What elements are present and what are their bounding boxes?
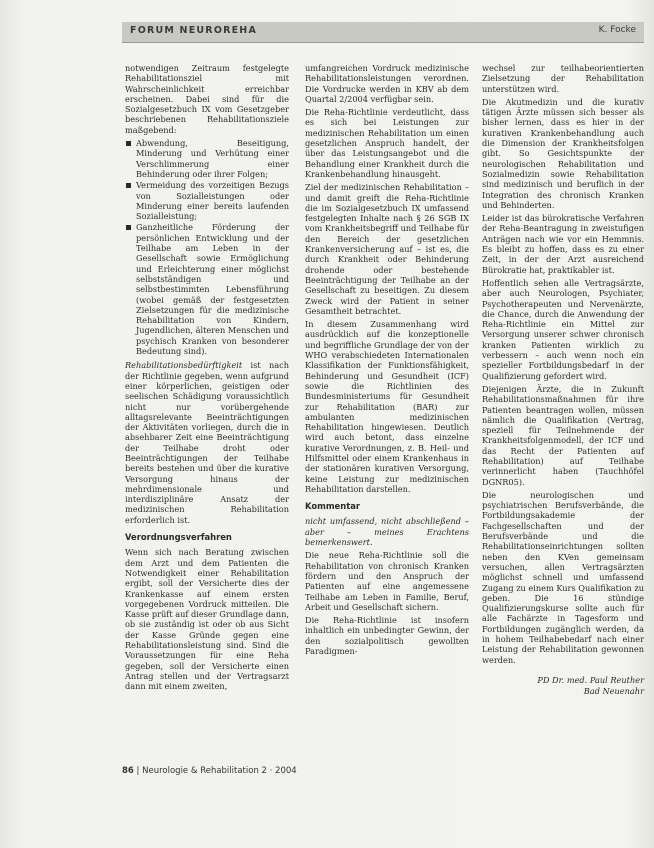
list-item: Vermeidung des vorzeitigen Bezugs von Sozialleistungen oder Minderung einer bereits laufenden Sozialleistung; bbox=[125, 180, 289, 221]
paragraph: Die Reha-Richtlinie ist insofern inhaltlich ein unbedingter Gewinn, der den sozialpolitisch gewollten Paradigmen- bbox=[305, 615, 469, 657]
signature-name: PD Dr. med. Paul Reuther bbox=[537, 674, 644, 685]
page-footer bbox=[122, 766, 297, 776]
italic-term: Rehabilitationsbedürftigkeit bbox=[125, 360, 243, 371]
paragraph: Die Reha-Richtlinie verdeutlicht, dass es sich bei Leistungen zur medizinischen Rehabilitation um einen gesetzlichen Anspruch handelt, der über das Leistungsangebot und die Behandlung einer Krankheit durch die Krankenbehandlung hinausgeht. bbox=[305, 107, 469, 179]
paragraph: notwendigen Zeitraum festgelegte Rehabilitationsziel mit Wahrscheinlichkeit erreichbar erscheinen. Dabei sind für die Sozialgesetzbuch IX vom Gesetzgeber beschriebenen Rehabilitationsziele maßgebend: bbox=[125, 63, 289, 135]
text-column-1 bbox=[125, 63, 289, 695]
paragraph: Ziel der medizinischen Rehabilitation – und damit greift die Reha-Richtlinie die im Sozialgesetzbuch IX umfassend festgelegten Inhalte nach § 26 SGB IX vom Krankheitsbegriff und Teilhabe für den Bereich der gesetzlichen Krankenversicherung auf – ist es, die durch Krankheit oder Behinderung drohende oder bestehende Beeinträchtigung der Teilhabe an der Gesellschaft zu beseitigen. Zu diesem Zweck wird der Patient in seiner Gesamtheit betrachtet. bbox=[305, 182, 469, 316]
signature-place: Bad Neuenahr bbox=[583, 685, 644, 696]
running-header bbox=[122, 22, 644, 43]
paragraph: Die neurologischen und psychiatrischen Berufsverbände, die Fortbildungsakademie der Fachgesellschaften und der Berufsverbände und die Rehabilitationseinrichtungen sollten neben den KVen gemeinsam versuchen, allen Vertragsärzten möglichst schnell und umfassend Zugang zu einem Kurs Qualifikation zu geben. Die 16 stündige Qualifizierungskurse sollte auch für alle Fachärzte in Tagesform und Fortbildungen zugänglich werden, da in hohem Teilhabebedarf nach einer Leistung der Rehabilitation gewonnen werden. bbox=[482, 489, 644, 665]
section-title: FORUM NEUROREHA bbox=[130, 25, 258, 36]
paragraph: Leider ist das bürokratische Verfahren der Reha-Beantragung in zweistufigen Anträgen nach wie vor ein Hemmnis. Es bleibt zu hoffen, dass es zu einer Zeit, in der der Arzt ausreichend Bürokratie hat, praktikabler ist. bbox=[482, 213, 644, 275]
footer-separator: | bbox=[136, 766, 143, 776]
text-column-3 bbox=[482, 63, 644, 697]
paragraph bbox=[125, 360, 289, 525]
signature-block bbox=[482, 675, 644, 697]
subheading: Kommentar bbox=[305, 501, 360, 512]
paragraph: Die neue Reha-Richtlinie soll die Rehabilitation von chronisch Kranken fördern und den Anspruch der Patienten auf eine angemessene Teilhabe am Leben in Familie, Beruf, Arbeit und Gesellschaft sichern. bbox=[305, 550, 469, 612]
page-number: 86 bbox=[122, 766, 134, 776]
paragraph: Die Akutmedizin und die kurativ tätigen Ärzte müssen sich besser als bisher lernen, dass es hier in der kurativen Krankenbehandlung auch die Dimension der Krankheitsfolgen gibt. So Gesichtspunkte der neurologischen Rehabilitation und Sozialmedizin sowie Rehabilitation sind medizinisch und beruflich in der Integration des chronisch Kranken und Behinderten. bbox=[482, 96, 644, 210]
paragraph: Wenn sich nach Beratung zwischen dem Arzt und dem Patienten die Notwendigkeit einer Rehabilitation ergibt, soll der Versicherte dies der Krankenkasse auf einem ersten vorgegebenen Vordruck mitteilen. Die Kasse prüft auf dieser Grundlage dann, ob sie zuständig ist oder ob aus Sicht der Kasse Gründe gegen eine Rehabilitationsleistung sind. Sind die Voraussetzungen für eine Reha gegeben, soll der Versicherte einen Antrag stellen und der Vertragsarzt dann mit einem zweiten, bbox=[125, 547, 289, 692]
paragraph: Diejenigen Ärzte, die in Zukunft Rehabilitationsmaßnahmen für ihre Patienten beantragen wollen, müssen nämlich die Qualifikation (Vertrag, speziell für Teilnehmende der Krankheitsfolgenmodell, der ICF und das Recht der Patienten auf Rehabilitation) auf Teilhabe verinnerlicht haben (Tauchhöfel DGNR05). bbox=[482, 383, 644, 487]
list-item: Abwendung, Beseitigung, Minderung und Verhütung einer Verschlimmerung einer Behinderung oder ihrer Folgen; bbox=[125, 138, 289, 179]
italic-note: nicht umfassend, nicht abschließend – aber – meines Erachtens bemerkenswert. bbox=[305, 516, 469, 548]
goals-list bbox=[125, 138, 289, 356]
text-column-2 bbox=[305, 63, 469, 659]
paragraph: umfangreichen Vordruck medizinische Rehabilitationsleistungen verordnen. Die Vordrucke werden in KBV ab dem Quartal 2/2004 verfügbar sein. bbox=[305, 63, 469, 104]
paragraph: In diesem Zusammenhang wird ausdrücklich auf die konzeptionelle und begriffliche Grundlage der von der WHO verabschiedeten Internationalen Klassifikation der Funktionsfähigkeit, Behinderung und Gesundheit (ICF) sowie die Richtlinien des Bundesministeriums für Gesundheit zur Rehabilitation (BAR) zur ambulanten medizinischen Rehabilitation hingewiesen. Deutlich wird auch betont, dass einzelne kurative Verordnungen, z. B. Heil- und Hilfsmittel oder einem Krankenhaus in der stationären kurativen Versorgung, keine Leistung zur medizinischen Rehabilitation darstellen. bbox=[305, 319, 469, 494]
author-name: K. Focke bbox=[598, 25, 636, 35]
subheading: Verordnungsverfahren bbox=[125, 532, 232, 543]
paragraph: wechsel zur teilhabeorientierten Zielsetzung der Rehabilitation unterstützen wird. bbox=[482, 63, 644, 94]
paragraph-text: ist nach der Richtlinie gegeben, wenn aufgrund einer körperlichen, geistigen oder seelischen Schädigung voraussichtlich nicht nur vorübergehende alltagsrelevante Beeinträchtigungen der Aktivitäten vorliegen, durch die in absehbarer Zeit eine Beeinträchtigung der Teilhabe droht oder Beeinträchtigungen der Teilhabe bereits bestehen und über die kurative Versorgung hinaus der mehrdimensionale und interdisziplinäre Ansatz der medizinischen Rehabilitation erforderlich ist. bbox=[125, 360, 289, 525]
journal-name: Neurologie & Rehabilitation 2 · 2004 bbox=[142, 766, 297, 776]
list-item: Ganzheitliche Förderung der persönlichen Entwicklung und der Teilhabe am Leben in der Gesellschaft sowie Ermöglichung und Erleichterung einer möglichst selbstständigen und selbstbestimmten Lebensführung (wobei gemäß der festgesetzten Zielsetzungen für die medizinische Rehabilitation von Kindern, Jugendlichen, älteren Menschen und psychisch Kranken von besonderer Bedeutung sind). bbox=[125, 222, 289, 356]
paragraph: Hoffentlich sehen alle Vertragsärzte, aber auch Neurologen, Psychiater, Psychotherapeuten und Nervenärzte, die Chance, durch die Anwendung der Reha-Richtlinie ein Mittel zur Versorgung unserer schwer chronisch kranken Patienten wirklich zu verbessern – auch wenn noch ein spezieller Fortbildungsbedarf in der Qualifizierung gefordert wird. bbox=[482, 277, 644, 381]
